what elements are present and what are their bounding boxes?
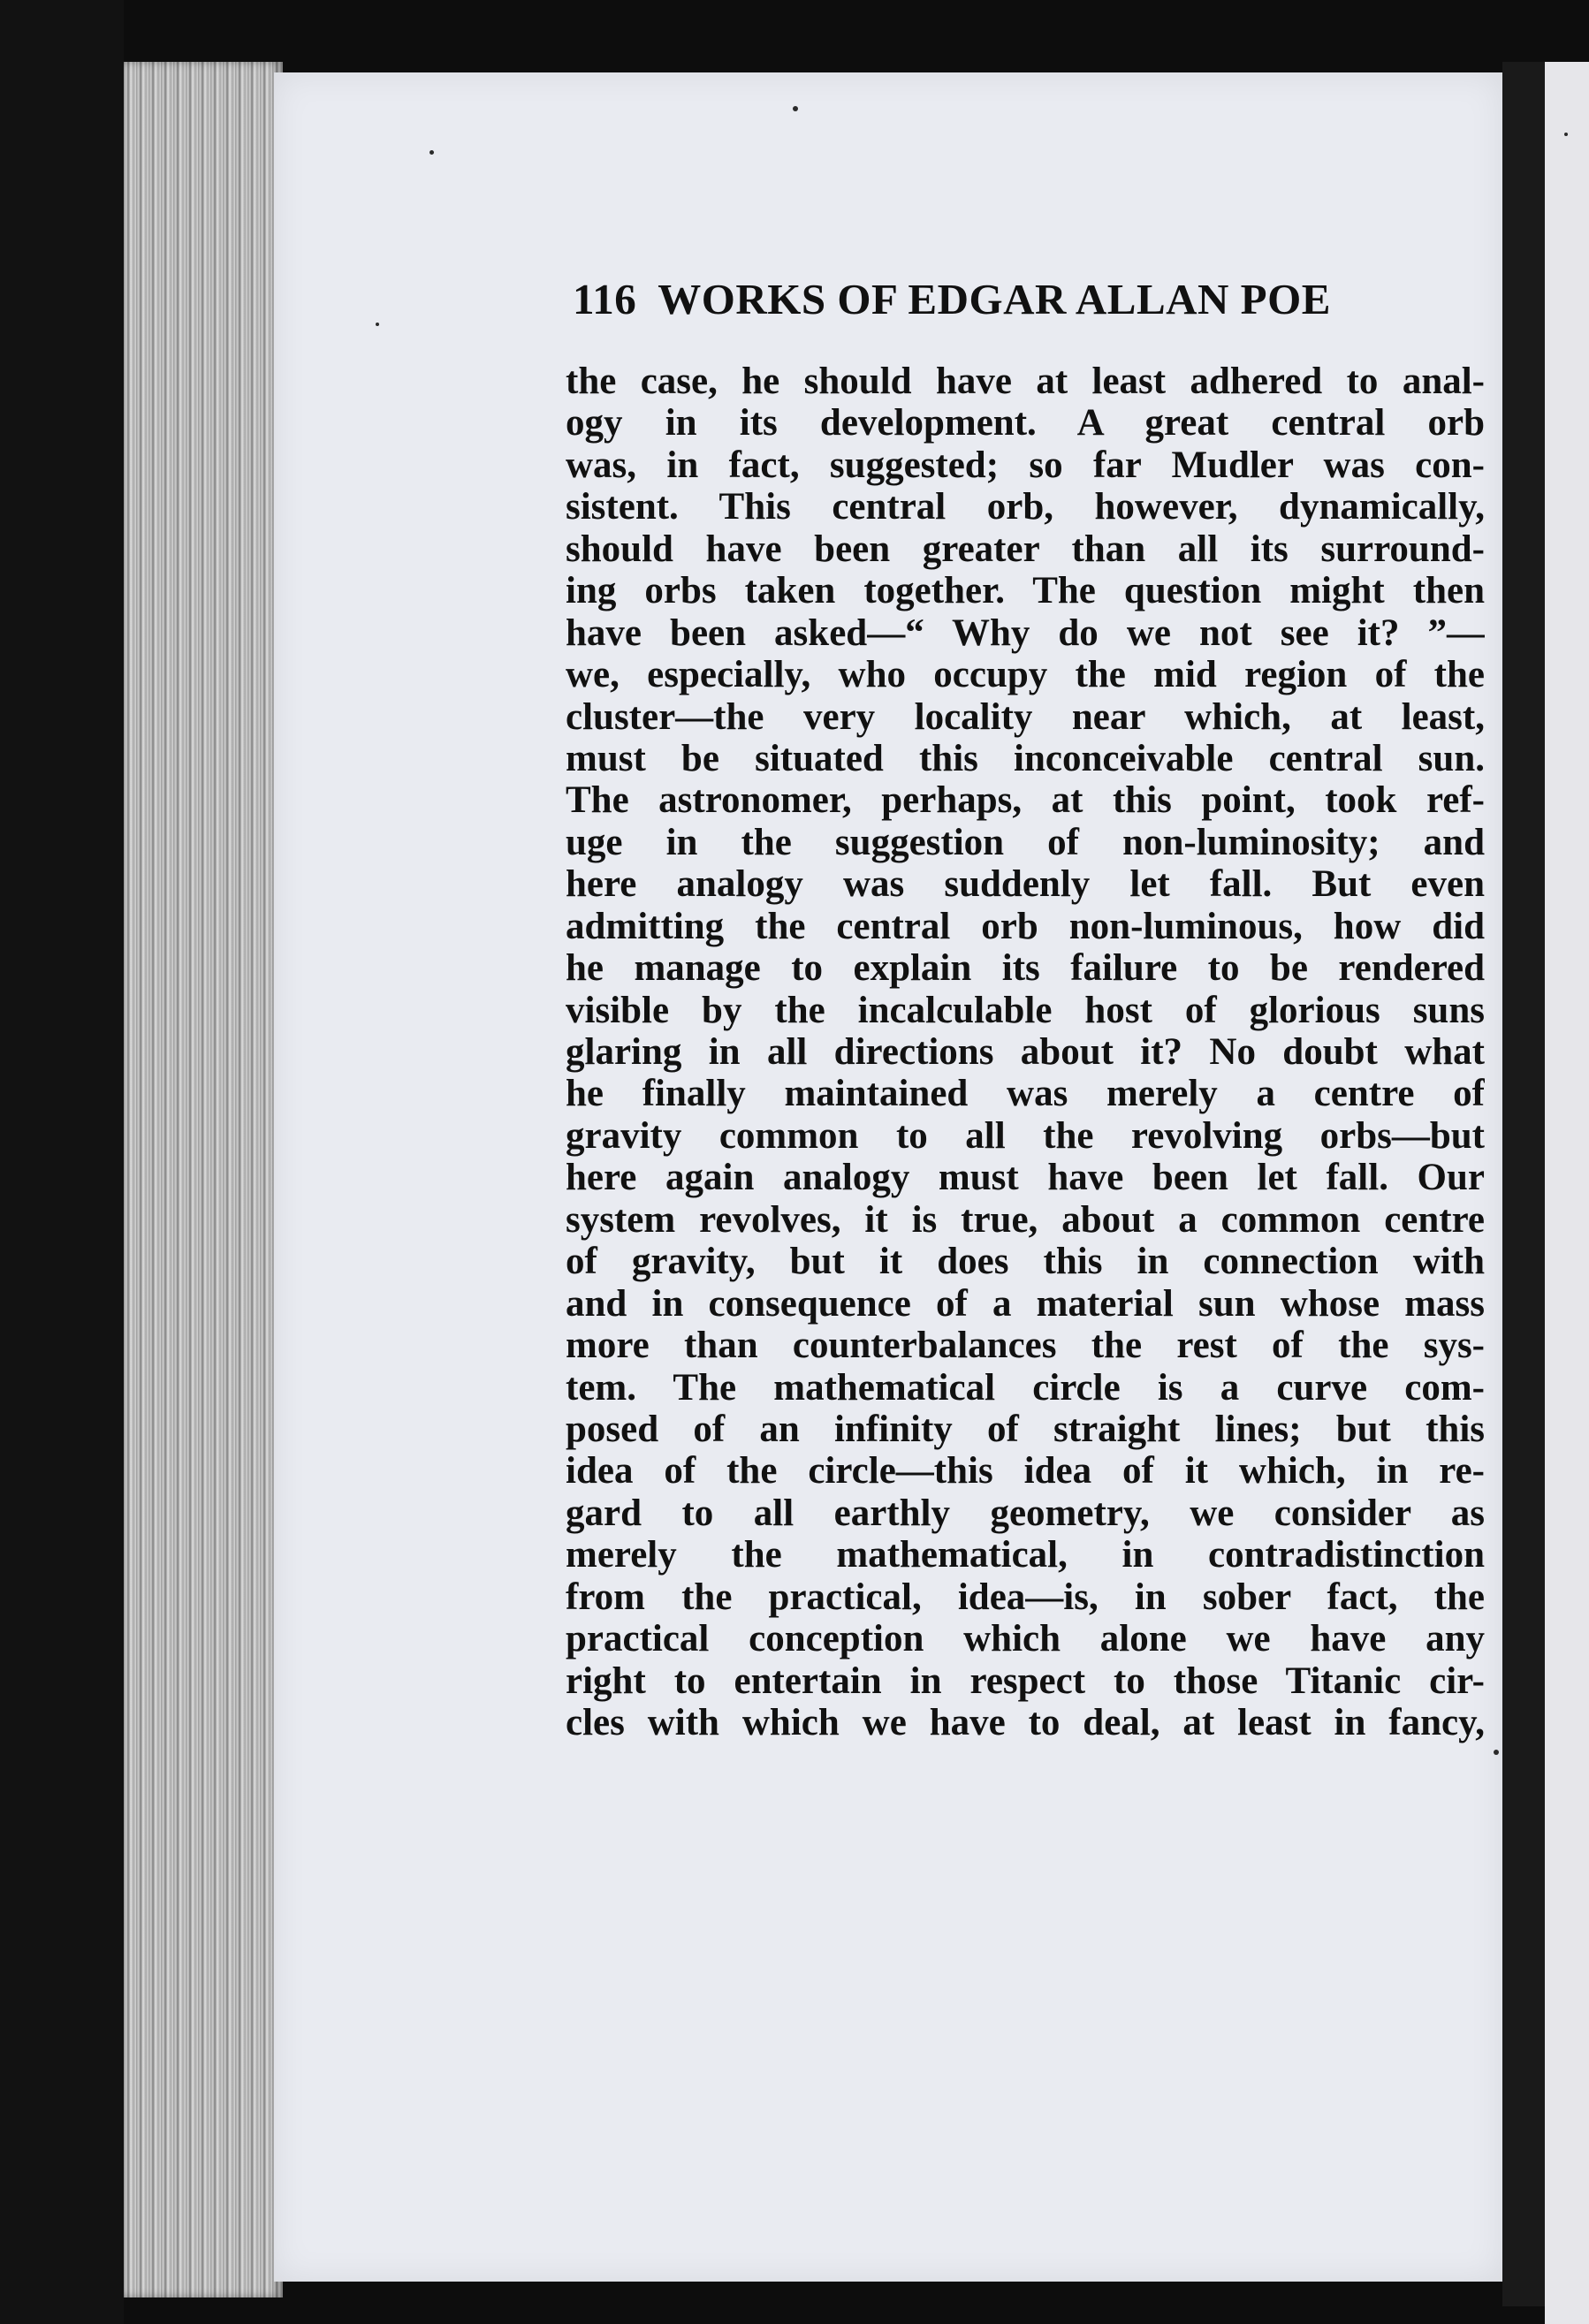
text-line: system revolves, it is true, about a common centre [566,1198,1485,1241]
running-head-title: WORKS OF EDGAR ALLAN POE [658,275,1331,323]
text-line: he finally maintained was merely a centre of [566,1073,1485,1115]
text-line: more than counterbalances the rest of the sys- [566,1325,1485,1367]
body-text [566,361,1485,1743]
text-line: must be situated this inconceivable central sun. [566,737,1485,779]
text-line: admitting the central orb non-luminous, how did [566,905,1485,947]
text-line: should have been greater than all its surround- [566,528,1485,570]
text-line: merely the mathematical, in contradistinction [566,1534,1485,1576]
text-line: here again analogy must have been let fall. Our [566,1157,1485,1199]
scan-background-left [0,0,124,2324]
text-line: right to entertain in respect to those Titanic cir- [566,1659,1485,1702]
text-line: gravity common to all the revolving orbs—but [566,1114,1485,1157]
text-line: uge in the suggestion of non-luminosity; and [566,821,1485,863]
text-line: ing orbs taken together. The question might then [566,570,1485,612]
text-line: he manage to explain its failure to be rendered [566,947,1485,990]
text-line: idea of the circle—this idea of it which, in re- [566,1450,1485,1492]
text-line: cluster—the very locality near which, at least, [566,695,1485,738]
text-line: ogy in its development. A great central orb [566,402,1485,444]
text-line: visible by the incalculable host of glorious suns [566,989,1485,1031]
book-page-edges [124,62,283,2297]
text-line: glaring in all directions about it? No doubt what [566,1031,1485,1073]
text-line: the case, he should have at least adhered to anal- [566,361,1485,402]
facing-page-sliver [1545,62,1589,2324]
text-line: here analogy was suddenly let fall. But even [566,863,1485,906]
text-line: posed of an infinity of straight lines; but this [566,1408,1485,1450]
text-line: cles with which we have to deal, at least in fancy, [566,1702,1485,1743]
text-line: gard to all earthly geometry, we consider as [566,1492,1485,1534]
text-line: practical conception which alone we have any [566,1618,1485,1660]
text-line: and in consequence of a material sun whose mass [566,1282,1485,1325]
text-line: sistent. This central orb, however, dynamically, [566,486,1485,528]
text-line: we, especially, who occupy the mid region of the [566,654,1485,696]
text-line: The astronomer, perhaps, at this point, took ref- [566,779,1485,822]
running-head [573,274,1412,324]
text-line: from the practical, idea—is, in sober fact, the [566,1576,1485,1618]
book-gutter-shadow [1502,62,1545,2306]
text-line: tem. The mathematical circle is a curve com- [566,1366,1485,1409]
text-line: have been asked—“ Why do we not see it? ”— [566,611,1485,654]
text-line: of gravity, but it does this in connection with [566,1241,1485,1283]
page-number: 116 [573,275,637,323]
text-line: was, in fact, suggested; so far Mudler was con- [566,444,1485,486]
